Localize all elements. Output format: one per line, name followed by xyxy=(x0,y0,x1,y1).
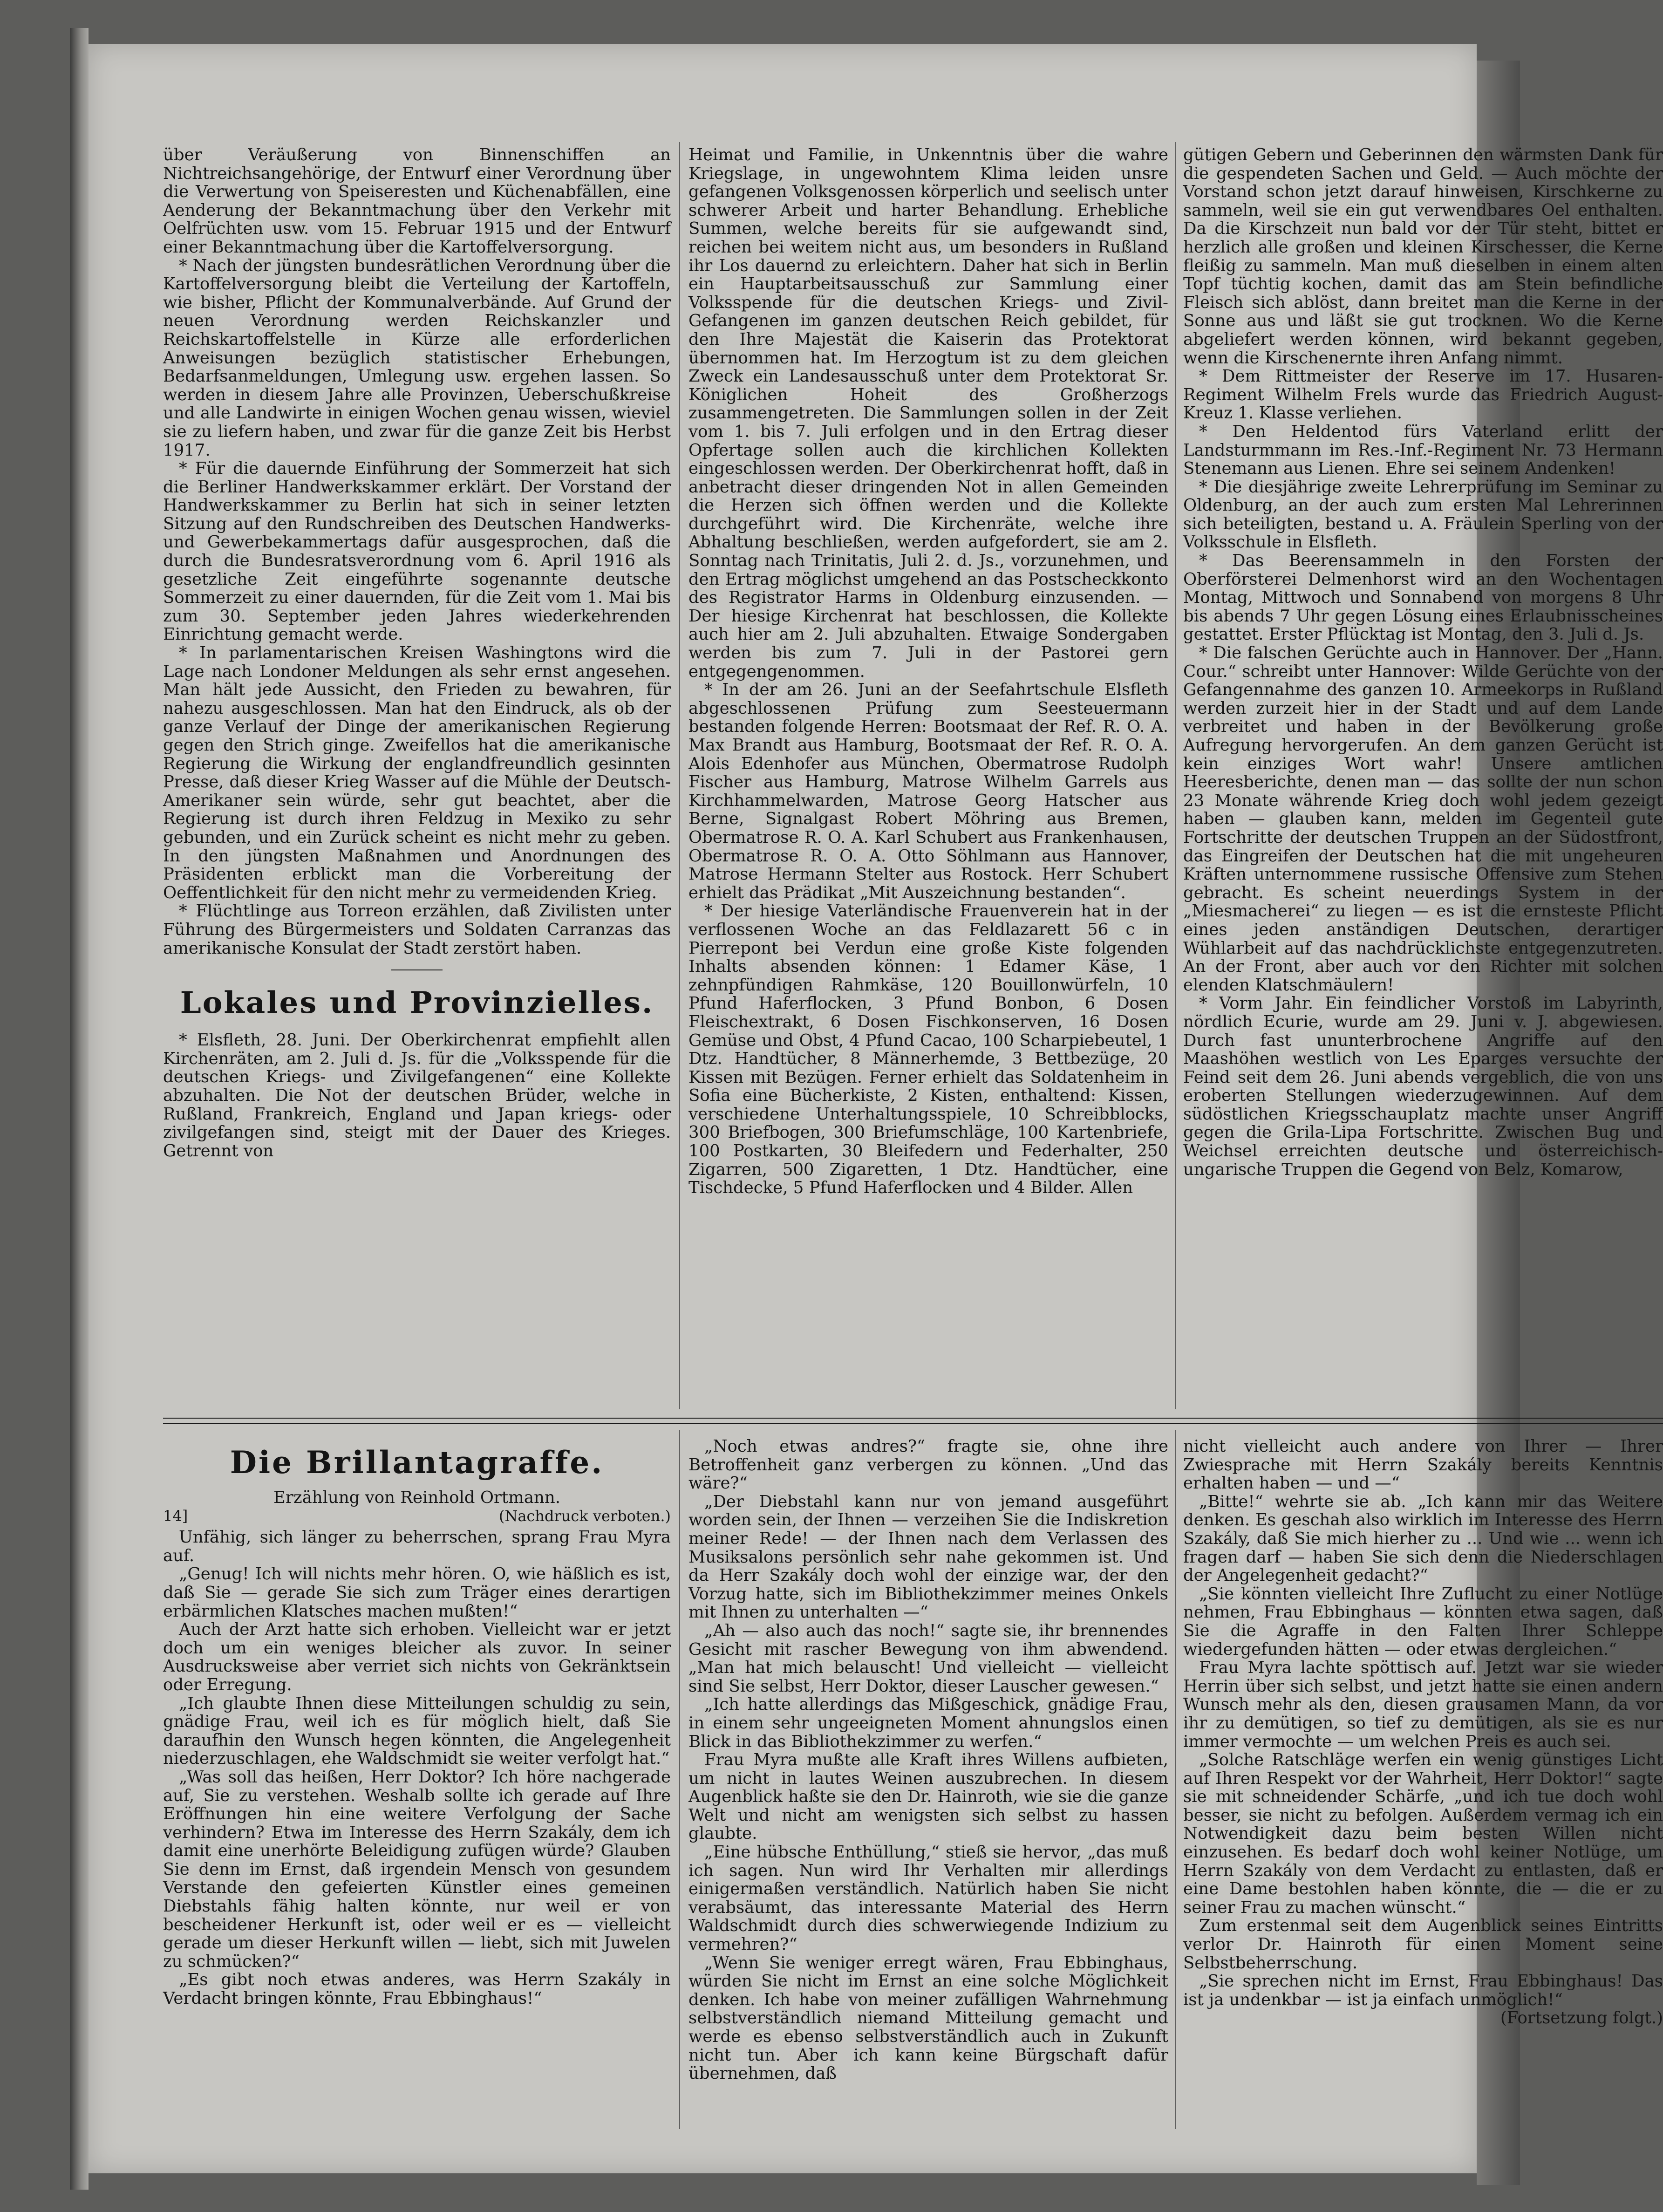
news-paragraph: * Nach der jüngsten bundesrätlichen Verordnung über die Kartoffelversorgung bleibt die Verteilung der Kartoffeln, wie bisher, Pflicht der Kommunalverbände. Auf Grund der neuen Verordnung werden Reichskanzler und Reichskartoffelstelle in Kürze alle erforderlichen Anweisungen bezüglich statistischer Erhebungen, Bedarfsanmeldungen, Umlegung usw. ergehen lassen. So werden in diesem Jahre alle Provinzen, Ueberschußkreise und alle Landwirte in einigen Wochen genau wissen, wieviel sie zu liefern haben, und zwar für die ganze Zeit bis Herbst 1917. xyxy=(163,256,671,460)
story-paragraph: „Eine hübsche Enthüllung,“ stieß sie hervor, „das muß ich sagen. Nun wird Ihr Verhalten mir allerdings einigermaßen verständlich. Natürlich haben Sie nicht verabsäumt, das interessante Material des Herrn Waldschmidt durch dies schwerwiegende Indizium zu vermehren?“ xyxy=(688,1843,1168,1954)
story-paragraph: „Ah — also auch das noch!“ sagte sie, ihr brennendes Gesicht mit rascher Bewegung von ihm abwendend. „Man hat mich belauscht! Und vielleicht — vielleicht sind Sie selbst, Herr Doktor, dieser Lauscher gewesen.“ xyxy=(688,1621,1168,1696)
story-column-1 xyxy=(163,1432,671,2008)
story-paragraph: „Ich hatte allerdings das Mißgeschick, gnädige Frau, in einem sehr ungeeigneten Moment ahnungslos einen Blick in das Bibliothekzimmer zu werfen.“ xyxy=(688,1695,1168,1751)
story-meta xyxy=(163,1507,671,1526)
feuilleton-divider-top xyxy=(163,1418,1663,1419)
newspaper-page xyxy=(89,44,1663,2173)
story-paragraph: „Der Diebstahl kann nur von jemand ausgeführt worden sein, der Ihnen — verzeihen Sie die Indiskretion meiner Rede! — der Ihnen nach dem Verlassen des Musiksalons persönlich sehr nahe gekommen ist. Und da Herr Szakály doch wohl der einzige war, der den Vorzug hatte, sich im Bibliothekzimmer meines Onkels mit Ihnen zu unterhalten —“ xyxy=(688,1492,1168,1622)
page-binding-edge xyxy=(70,28,89,2190)
story-paragraph: Unfähig, sich länger zu beherrschen, sprang Frau Myra auf. xyxy=(163,1528,671,1565)
story-paragraph: „Solche Ratschläge werfen ein wenig günstiges Licht auf Ihren Respekt vor der Wahrheit, Herr Doktor!“ sagte sie mit schneidender Schärfe, „und ich tue doch wohl besser, sie nicht zu befolgen. Außerdem vermag ich ein Notwendigkeit dazu beim besten Willen nicht einzusehen. Es bedarf doch wohl keiner Notlüge, um Herrn Szakály von dem Verdacht zu entlasten, daß er eine Dame bestohlen haben könnte, die — die er zu seiner Frau zu machen wünscht.“ xyxy=(1183,1750,1663,1917)
news-paragraph: * Die falschen Gerüchte auch in Hannover. Der „Hann. Cour.“ schreibt unter Hannover: Wilde Gerüchte von der Gefangennahme des ganzen 10. Armeekorps in Rußland werden zurzeit hier in der Stadt und auf dem Lande verbreitet und haben in der Bevölkerung große Aufregung hervorgerufen. An dem ganzen Gerücht ist kein einziges Wort wahr! Unsere amtlichen Heeresberichte, denen man — das sollte der nun schon 23 Monate währende Krieg doch wohl jedem gezeigt haben — glauben kann, melden im Gegenteil gute Fortschritte der deutschen Truppen an der Südostfront, das Eingreifen der Deutschen hat die mit ungeheuren Kräften unternommene russische Offensive zum Stehen gebracht. Es scheint neuerdings System in der „Miesmacherei“ zu liegen — es ist die ernsteste Pflicht eines jeden anständigen Deutschen, derartiger Wühlarbeit auf das nachdrücklichste entgegenzutreten. An der Front, aber auch vor den Richter mit solchen elenden Klatschmäulern! xyxy=(1183,643,1663,995)
story-paragraph: „Noch etwas andres?“ fragte sie, ohne ihre Betroffenheit ganz verbergen zu können. „Und das wäre?“ xyxy=(688,1437,1168,1493)
installment-number: 14] xyxy=(163,1507,188,1525)
column-rule xyxy=(679,142,680,1409)
news-paragraph: * Dem Rittmeister der Reserve im 17. Husaren-Regiment Wilhelm Frels wurde das Friedrich August-Kreuz 1. Klasse verliehen. xyxy=(1183,367,1663,423)
column-rule xyxy=(679,1430,680,2129)
story-column-2 xyxy=(688,1437,1168,2083)
news-paragraph: * In parlamentarischen Kreisen Washingtons wird die Lage nach Londoner Meldungen als sehr ernst angesehen. Man hält jede Aussicht, den Frieden zu bewahren, für nahezu ausgeschlossen. Man hat den Eindruck, als ob der ganze Verlauf der Dinge der amerikanischen Regierung gegen den Strich ginge. Zweifellos hat die amerikanische Regierung die Wirkung der englandfreundlich gesinnten Presse, daß dieser Krieg Wasser auf die Mühle der Deutsch-Amerikaner sein würde, sehr gut beachtet, aber die Regierung ist durch ihren Feldzug in Mexiko zu sehr gebunden, und ein Zurück scheint es nicht mehr zu geben. In den jüngsten Maßnahmen und Anordnungen des Präsidenten erblickt man die Vorbereitung der Oeffentlichkeit für den nicht mehr zu vermeidenden Krieg. xyxy=(163,643,671,902)
story-paragraph: „Wenn Sie weniger erregt wären, Frau Ebbinghaus, würden Sie nicht im Ernst an eine solche Möglichkeit denken. Ich habe von meiner zufälligen Wahrnehmung selbstverständlich niemand Mitteilung gemacht und werde es ebenso selbstverständlich auch in Zukunft nicht tun. Aber ich kann keine Bürgschaft dafür übernehmen, daß xyxy=(688,1953,1168,2083)
story-paragraph: Frau Myra lachte spöttisch auf. Jetzt war sie wieder Herrin über sich selbst, und jetzt hatte sie einen andern Wunsch mehr als den, diesen grausamen Mann, da vor ihr zu demütigen, so tief zu demütigen, als sie es nur immer vermochte — um welchen Preis es auch sei. xyxy=(1183,1658,1663,1751)
news-paragraph: * Elsfleth, 28. Juni. Der Oberkirchenrat empfiehlt allen Kirchenräten, am 2. Juli d. Js. für die „Volksspende für die deutschen Kriegs- und Zivilgefangenen“ eine Kollekte abzuhalten. Die Not der deutschen Brüder, welche in Rußland, Frankreich, England und Japan kriegs- oder zivilgefangen sind, steigt mit der Dauer des Krieges. Getrennt von xyxy=(163,1031,671,1161)
continuation-notice: (Fortsetzung folgt.) xyxy=(1500,2008,1663,2028)
story-title: Die Brillantagraffe. xyxy=(230,1444,604,1481)
news-column-3 xyxy=(1183,146,1663,1179)
story-paragraph: Frau Myra mußte alle Kraft ihres Willens aufbieten, um nicht in lautes Weinen auszubrechen. In diesem Augenblick haßte sie den Dr. Hainroth, wie sie die ganze Welt und nicht am wenigsten sich selbst zu hassen glaubte. xyxy=(688,1750,1168,1843)
section-divider xyxy=(391,969,443,970)
column-rule xyxy=(1175,142,1176,1409)
news-paragraph: * Die diesjährige zweite Lehrerprüfung im Seminar zu Oldenburg, an der auch zum ersten Mal Lehrerinnen sich beteiligten, bestand u. A. Fräulein Sperling von der Volksschule in Elsfleth. xyxy=(1183,477,1663,552)
story-paragraph: „Es gibt noch etwas anderes, was Herrn Szakály in Verdacht bringen könnte, Frau Ebbinghaus!“ xyxy=(163,1970,671,2008)
news-paragraph: * Flüchtlinge aus Torreon erzählen, daß Zivilisten unter Führung des Bürgermeisters und Soldaten Carranzas das amerikanische Konsulat der Stadt zerstört haben. xyxy=(163,901,671,958)
feuilleton-divider-bottom xyxy=(163,1423,1663,1424)
story-paragraph: Zum erstenmal seit dem Augenblick seines Eintritts verlor Dr. Hainroth für einen Moment seine Selbstbeherrschung. xyxy=(1183,1916,1663,1973)
story-column-3 xyxy=(1183,1437,1663,2028)
story-paragraph: „Ich glaubte Ihnen diese Mitteilungen schuldig zu sein, gnädige Frau, weil ich es für möglich hielt, daß Sie daraufhin den Wunsch hegen könnten, die Angelegenheit niederzuschlagen, ehe Waldschmidt sie weiter verfolgt hat.“ xyxy=(163,1693,671,1768)
story-paragraph: Auch der Arzt hatte sich erhoben. Vielleicht war er jetzt doch um ein weniges bleicher als zuvor. In seiner Ausdrucksweise aber verriet sich nichts von Gekränktsein oder Erregung. xyxy=(163,1620,671,1694)
section-heading: Lokales und Provinzielles. xyxy=(180,985,654,1021)
story-paragraph: „Sie könnten vielleicht Ihre Zuflucht zu einer Notlüge nehmen, Frau Ebbinghaus — könnten etwa sagen, daß Sie die Agraffe in den Falten Ihrer Schleppe wiedergefunden hätten — oder etwas dergleichen.“ xyxy=(1183,1584,1663,1659)
column-rule xyxy=(1175,1430,1176,2129)
news-paragraph: * Für die dauernde Einführung der Sommerzeit hat sich die Berliner Handwerkskammer erklärt. Der Vorstand der Handwerkskammer zu Berlin hat sich in seiner letzten Sitzung auf den Rundschreiben des Deutschen Handwerks- und Gewerbekammertags dafür ausgesprochen, daß die durch die Bundesratsverordnung vom 6. April 1916 als gesetzliche Zeit eingeführte sogenannte deutsche Sommerzeit zu einer dauernden, für die Zeit vom 1. Mai bis zum 30. September jeden Jahres wiederkehrenden Einrichtung gemacht werde. xyxy=(163,459,671,644)
reprint-notice: (Nachdruck verboten.) xyxy=(498,1507,671,1525)
news-paragraph: * Vorm Jahr. Ein feindlicher Vorstoß im Labyrinth, nördlich Ecurie, wurde am 29. Juni v. J. abgewiesen. Durch fast ununterbrochene Angriffe auf den Maashöhen westlich von Les Eparges versuchte der Feind seit dem 26. Juni abends vergeblich, die von uns eroberten Stellungen wiederzugewinnen. Auf dem südöstlichen Kriegsschauplatz machte unser Angriff gegen die Grila-Lipa Fortschritte. Zwischen Bug und Weichsel erreichten deutsche und österreichisch-ungarische Truppen die Gegend von Belz, Komarow, xyxy=(1183,994,1663,1179)
news-column-1 xyxy=(163,146,671,1160)
news-paragraph: * Das Beerensammeln in den Forsten der Oberförsterei Delmenhorst wird an den Wochentagen Montag, Mittwoch und Sonnabend von morgens 8 Uhr bis abends 7 Uhr gegen Lösung eines Erlaubnisscheines gestattet. Erster Pflücktag ist Montag, den 3. Juli d. Js. xyxy=(1183,551,1663,644)
story-paragraph: „Was soll das heißen, Herr Doktor? Ich höre nachgerade auf, Sie zu verstehen. Weshalb sollte ich gerade auf Ihre Eröffnungen hin eine weitere Verfolgung der Sache verhindern? Etwa im Interesse des Herrn Szakály, dem ich damit eine unerhörte Beleidigung zufügen würde? Glauben Sie denn im Ernst, daß irgendein Mensch von gesundem Verstande den gefeierten Künstler eines gemeinen Diebstahls fähig halten könnte, nur weil er von bescheidener Herkunft ist, oder weil er es — vielleicht gerade um dieser Herkunft willen — liebt, sich mit Juwelen zu schmücken?“ xyxy=(163,1767,671,1971)
news-paragraph: * Den Heldentod fürs Vaterland erlitt der Landsturmmann im Res.-Inf.-Regiment Nr. 73 Hermann Stenemann aus Lienen. Ehre sei seinem Andenken! xyxy=(1183,422,1663,478)
news-column-2 xyxy=(688,146,1168,1197)
news-paragraph: * Der hiesige Vaterländische Frauenverein hat in der verflossenen Woche an das Feldlazarett 56 c in Pierrepont bei Verdun eine große Kiste folgenden Inhalts absenden können: 1 Edamer Käse, 1 zehnpfündigen Rahmkäse, 120 Bouillonwürfeln, 10 Pfund Haferflocken, 3 Pfund Bonbon, 6 Dosen Fleischextrakt, 6 Dosen Fischkonserven, 16 Dosen Gemüse und Obst, 4 Pfund Cacao, 100 Scharpiebeutel, 1 Dtz. Handtücher, 8 Männerhemde, 3 Bettbezüge, 20 Kissen mit Bezügen. Ferner erhielt das Soldatenheim in Sofia eine Bücherkiste, 2 Kisten, enthaltend: Kissen, verschiedene Unterhaltungsspiele, 10 Schreibblocks, 300 Briefbogen, 300 Briefumschläge, 100 Kartenbriefe, 100 Postkarten, 30 Bleifedern und Federhalter, 250 Zigarren, 500 Zigaretten, 1 Dtz. Handtücher, eine Tischdecke, 5 Pfund Haferflocken und 4 Bilder. Allen xyxy=(688,901,1168,1198)
news-paragraph: Heimat und Familie, in Unkenntnis über die wahre Kriegslage, in ungewohntem Klima leiden unsre gefangenen Volksgenossen körperlich und seelisch unter schwerer Arbeit und harter Behandlung. Erhebliche Summen, welche bereits für sie aufgewandt sind, reichen bei weitem nicht aus, um besonders in Rußland ihr Los dauernd zu erleichtern. Daher hat sich in Berlin ein Hauptarbeitsausschuß zur Sammlung einer Volksspende für die deutschen Kriegs- und Zivil-Gefangenen im ganzen deutschen Reich gebildet, für den Ihre Majestät die Kaiserin das Protektorat übernommen hat. Im Herzogtum ist zu dem gleichen Zweck ein Landesausschuß unter dem Protektorat Sr. Königlichen Hoheit des Großherzogs zusammengetreten. Die Sammlungen sollen in der Zeit vom 1. bis 7. Juli erfolgen und in den Ertrag dieser Opfertage sollen auch die kirchlichen Kollekten eingeschlossen werden. Der Oberkirchenrat hofft, daß in anbetracht dieser dringenden Not in allen Gemeinden die Herzen sich öffnen werden und die Kollekte durchgeführt wird. Die Kirchenräte, welche ihre Abhaltung beschließen, werden aufgefordert, sie am 2. Sonntag nach Trinitatis, Juli 2. d. Js., vorzunehmen, und den Ertrag möglichst umgehend an das Postscheckkonto des Registrator Harms in Oldenburg einzusenden. — Der hiesige Kirchenrat hat beschlossen, die Kollekte auch hier am 2. Juli abzuhalten. Etwaige Sondergaben werden bis zum 7. Juli in der Pastorei gern entgegengenommen. xyxy=(688,145,1168,681)
news-paragraph: über Veräußerung von Binnenschiffen an Nichtreichsangehörige, der Entwurf einer Verordnung über die Verwertung von Speiseresten und Küchenabfällen, eine Aenderung der Bekanntmachung über den Verkehr mit Oelfrüchten usw. vom 15. Februar 1915 und der Entwurf einer Bekanntmachung über die Kartoffelversorgung. xyxy=(163,145,671,257)
story-paragraph: „Bitte!“ wehrte sie ab. „Ich kann mir das Weitere denken. Es geschah also wirklich im Interesse des Herrn Szakály, daß Sie mich hierher zu ... Und wie ... wenn ich fragen darf — haben Sie sich denn die Niederschlagen der Angelegenheit gedacht?“ xyxy=(1183,1492,1663,1585)
news-paragraph: gütigen Gebern und Geberinnen den wärmsten Dank für die gespendeten Sachen und Geld. — Auch möchte der Vorstand schon jetzt darauf hinweisen, Kirschkerne zu sammeln, weil sie ein gut verwendbares Oel enthalten. Da die Kirschzeit nun bald vor der Tür steht, bittet er herzlich alle großen und kleinen Kirschesser, die Kerne fleißig zu sammeln. Man muß dieselben in einem alten Topf tüchtig kochen, damit das am Stein befindliche Fleisch sich ablöst, dann breitet man die Kerne in der Sonne aus und läßt sie gut trocknen. Wo die Kerne abgeliefert werden können, wird bekannt gegeben, wenn die Kirschenernte ihren Anfang nimmt. xyxy=(1183,145,1663,368)
story-byline: Erzählung von Reinhold Ortmann. xyxy=(273,1488,560,1507)
news-paragraph: * In der am 26. Juni an der Seefahrtschule Elsfleth abgeschlossenen Prüfung zum Seesteuermann bestanden folgende Herren: Bootsmaat der Ref. R. O. A. Max Brandt aus Hamburg, Bootsmaat der Ref. R. O. A. Alois Edenhofer aus München, Obermatrose Rudolph Fischer aus Hamburg, Matrose Wilhelm Garrels aus Kirchhammelwarden, Matrose Georg Hatscher aus Berne, Signalgast Robert Möhring aus Bremen, Obermatrose R. O. A. Karl Schubert aus Frankenhausen, Obermatrose R. O. A. Otto Söhlmann aus Hannover, Matrose Hermann Stelter aus Rostock. Herr Schubert erhielt das Prädikat „Mit Auszeichnung bestanden“. xyxy=(688,680,1168,902)
story-paragraph: „Sie sprechen nicht im Ernst, Frau Ebbinghaus! Das ist ja undenkbar — ist ja einfach unmöglich!“ xyxy=(1183,1972,1663,2009)
story-paragraph: nicht vielleicht auch andere von Ihrer — Ihrer Zwiesprache mit Herrn Szakály bereits Kenntnis erhalten haben — und —“ xyxy=(1183,1437,1663,1493)
story-paragraph: „Genug! Ich will nichts mehr hören. O, wie häßlich es ist, daß Sie — gerade Sie sich zum Träger eines derartigen erbärmlichen Klatsches machen mußten!“ xyxy=(163,1564,671,1621)
